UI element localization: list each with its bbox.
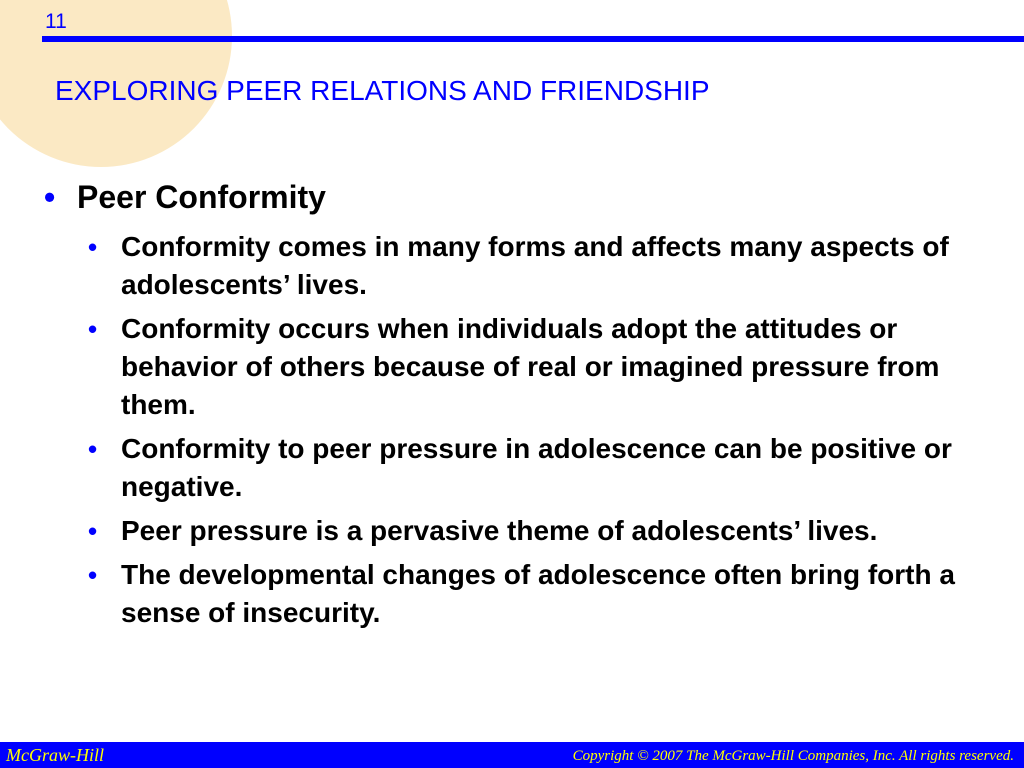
slide-title: EXPLORING PEER RELATIONS AND FRIENDSHIP [55,75,710,106]
sub-point-text: Conformity occurs when individuals adopt the attitudes or behavior of others because of real or imagined pressure from them. [121,313,940,420]
top-rule-line [42,36,1024,42]
footer-bar [0,742,1024,768]
sub-point [44,430,984,506]
slide-content [44,176,984,638]
publisher-name: McGraw-Hill [6,745,104,765]
sub-bullet-icon: • [88,314,98,344]
sub-point [44,512,984,550]
sub-bullet-icon: • [88,560,98,590]
copyright-notice: Copyright © 2007 The McGraw-Hill Companies, Inc. All rights reserved. [572,748,1014,764]
sub-point-text: Conformity to peer pressure in adolescence can be positive or negative. [121,433,952,502]
sub-point-list [44,228,984,632]
main-bullet-icon: • [44,179,56,215]
sub-point [44,310,984,424]
sub-point-text: Conformity comes in many forms and affects many aspects of adolescents’ lives. [121,231,949,300]
sub-point [44,556,984,632]
sub-point-text: Peer pressure is a pervasive theme of adolescents’ lives. [121,515,878,546]
main-point-text: Peer Conformity [77,179,326,215]
sub-point-text: The developmental changes of adolescence often bring forth a sense of insecurity. [121,559,955,628]
slide-number: 11 [45,10,67,33]
sub-bullet-icon: • [88,232,98,262]
sub-bullet-icon: • [88,516,98,546]
main-point [44,176,984,218]
sub-point [44,228,984,304]
sub-bullet-icon: • [88,434,98,464]
